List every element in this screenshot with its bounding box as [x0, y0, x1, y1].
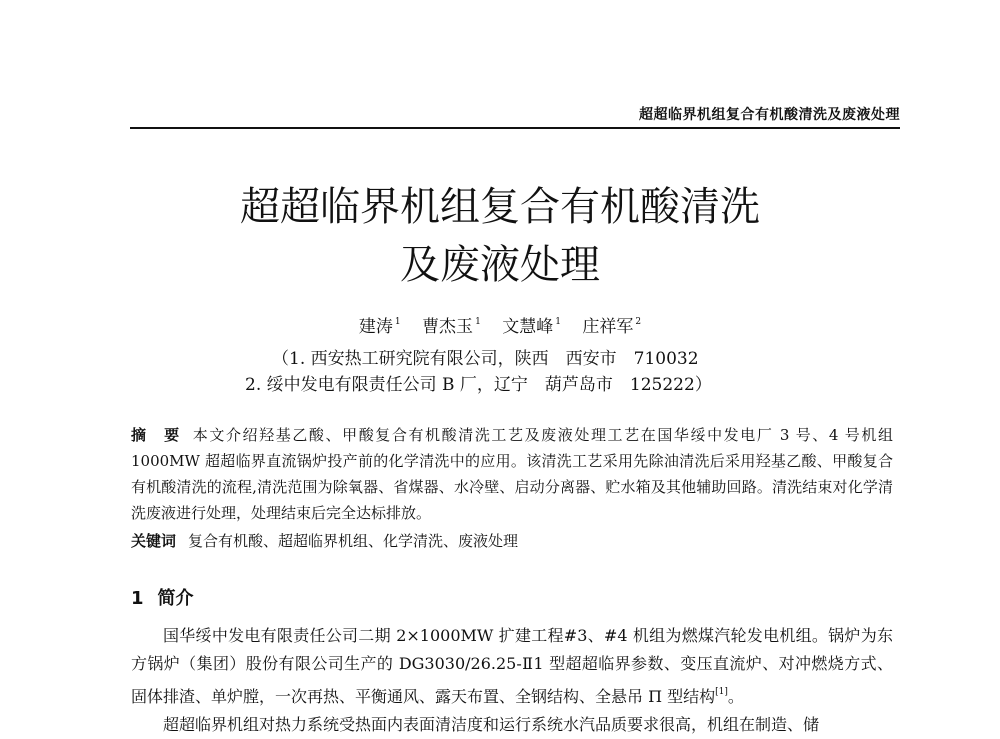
running-header: 超超临界机组复合有机酸清洗及废液处理 — [639, 107, 900, 123]
affiliation-line-1: （1. 西安热工研究院有限公司，陕西 西安市 710032 — [272, 349, 699, 369]
paragraph-end: 。 — [727, 687, 744, 706]
title-line-2: 及废液处理 — [400, 242, 600, 288]
keywords-text: 复合有机酸、超超临界机组、化学清洗、废液处理 — [188, 532, 519, 550]
author-name: 文慧峰 — [502, 317, 554, 337]
author — [422, 317, 481, 337]
author-name: 庄祥军 — [582, 317, 634, 337]
section-title: 简介 — [157, 588, 194, 609]
author-affiliation-mark: 1 — [475, 317, 481, 327]
author — [359, 317, 401, 337]
abstract-text: 本文介绍羟基乙酸、甲酸复合有机酸清洗工艺及废液处理工艺在国华绥中发电厂 3 号、4 号机组 1000MW 超超临界直流锅炉投产前的化学清洗中的应用。该清洗工艺采用先除油清洗后采用羟基乙酸、甲酸复合有机酸清洗的流程,清洗范围为除氧器、省煤器、水冷壁、启动分离器、贮水箱及其他辅助回路。清洗结束对化学清洗废液进行处理，处理结束后完全达标排放。 — [131, 426, 893, 522]
author-affiliation-mark: 1 — [555, 317, 561, 327]
author-affiliation-mark: 1 — [394, 317, 401, 327]
section-heading — [131, 584, 194, 610]
author-name: 建涛 — [358, 317, 393, 337]
abstract — [131, 422, 893, 526]
author-name: 曹杰玉 — [422, 317, 474, 337]
paper-title — [0, 178, 1000, 294]
paragraph-text: 国华绥中发电有限责任公司二期 2×1000MW 扩建工程#3、#4 机组为燃煤汽轮发电机组。锅炉为东方锅炉（集团）股份有限公司生产的 DG3030/26.25-Ⅱ1 型超超临界参数、变压直流炉、对冲燃烧方式、固体排渣、单炉膛，一次再热、平衡通风、露天布置、全钢结构、全悬吊 Π 型结构 — [131, 626, 893, 706]
next-paragraph-fragment: 超超临界机组对热力系统受热面内表面清洁度和运行系统水汽品质要求很高，机组在制造、储 — [163, 715, 820, 734]
affiliation-line-2: 2. 绥中发电有限责任公司 B 厂，辽宁 葫芦岛市 125222） — [245, 375, 712, 395]
title-line-1: 超超临界机组复合有机酸清洗 — [240, 184, 760, 230]
author-affiliation-mark: 2 — [635, 317, 642, 327]
keywords — [131, 530, 518, 551]
abstract-label: 摘 要 — [131, 426, 181, 444]
keywords-label: 关键词 — [131, 532, 177, 550]
body-paragraph — [131, 622, 893, 739]
author — [582, 317, 641, 337]
citation: [1] — [715, 687, 728, 697]
author — [502, 317, 561, 337]
author-list — [0, 312, 1000, 337]
header-rule — [130, 127, 900, 129]
section-number: 1 — [131, 588, 144, 609]
